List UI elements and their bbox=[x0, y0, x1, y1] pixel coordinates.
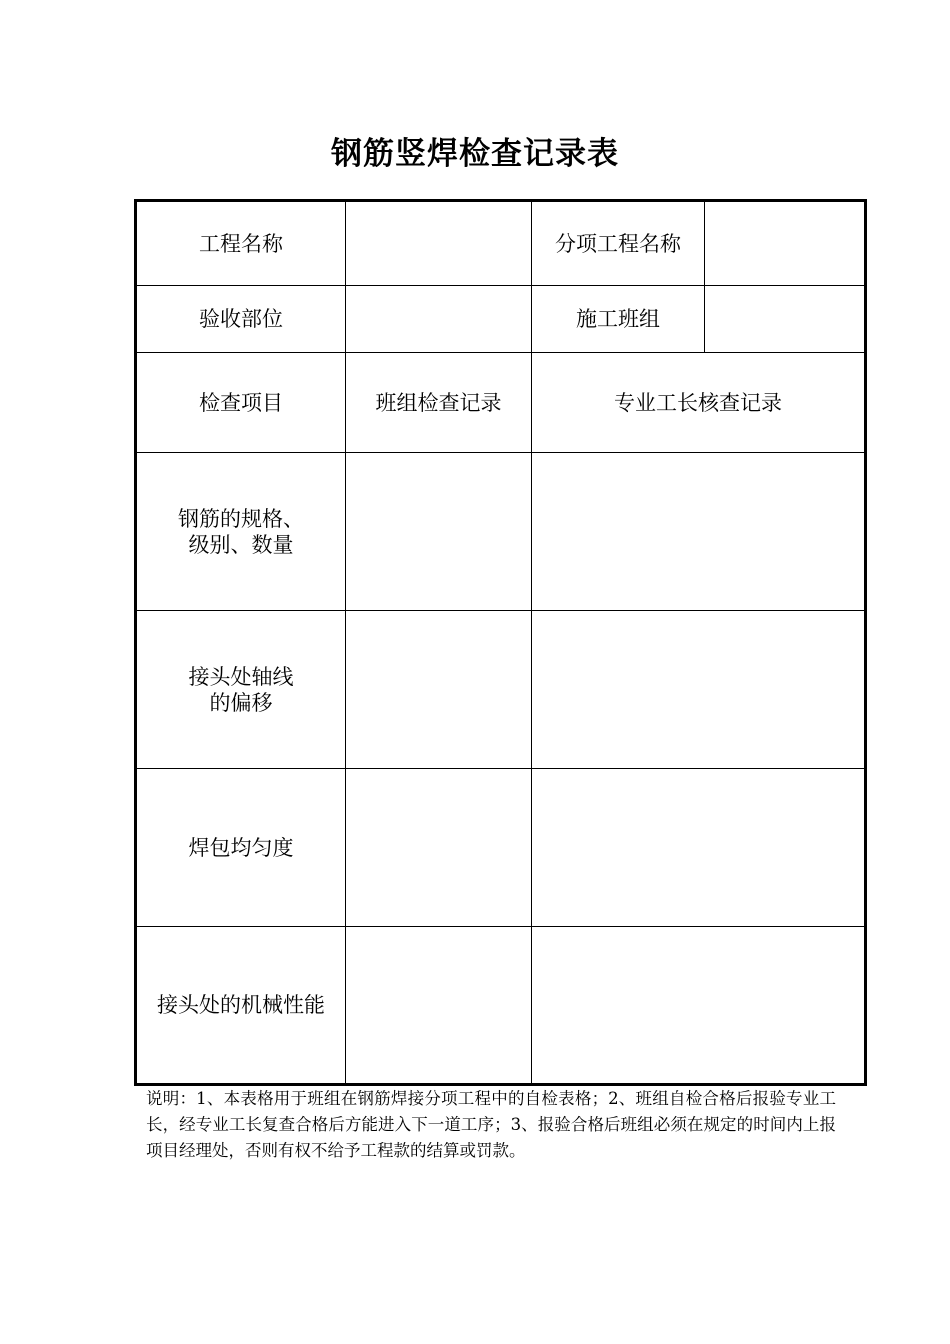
sub-item-label: 分项工程名称 bbox=[532, 201, 705, 286]
table-row bbox=[136, 611, 866, 769]
column-header-row bbox=[136, 353, 866, 453]
table-row bbox=[136, 453, 866, 611]
team-field[interactable] bbox=[705, 286, 866, 353]
column-header-foreman-record: 专业工长核查记录 bbox=[532, 353, 866, 453]
team-record-cell[interactable] bbox=[346, 611, 532, 769]
team-record-cell[interactable] bbox=[346, 769, 532, 927]
sub-item-field[interactable] bbox=[705, 201, 866, 286]
check-item-label: 接头处轴线 的偏移 bbox=[136, 611, 346, 769]
instructions-note: 说明：1、本表格用于班组在钢筋焊接分项工程中的自检表格；2、班组自检合格后报验专业工长，经专业工长复查合格后方能进入下一道工序；3、报验合格后班组必须在规定的时间内上报项目经理处，否则有权不给予工程款的结算或罚款。 bbox=[146, 1089, 836, 1160]
accept-part-field[interactable] bbox=[346, 286, 532, 353]
inspection-form-table bbox=[134, 199, 867, 1086]
check-item-label: 钢筋的规格、 级别、数量 bbox=[136, 453, 346, 611]
team-record-cell[interactable] bbox=[346, 927, 532, 1085]
column-header-team-record: 班组检查记录 bbox=[346, 353, 532, 453]
team-record-cell[interactable] bbox=[346, 453, 532, 611]
foreman-record-cell[interactable] bbox=[532, 927, 866, 1085]
foreman-record-cell[interactable] bbox=[532, 453, 866, 611]
accept-part-label: 验收部位 bbox=[136, 286, 346, 353]
check-item-label: 焊包均匀度 bbox=[136, 769, 346, 927]
foreman-record-cell[interactable] bbox=[532, 611, 866, 769]
project-name-label: 工程名称 bbox=[136, 201, 346, 286]
table-row bbox=[136, 769, 866, 927]
team-label: 施工班组 bbox=[532, 286, 705, 353]
column-header-item: 检查项目 bbox=[136, 353, 346, 453]
header-row-project bbox=[136, 201, 866, 286]
foreman-record-cell[interactable] bbox=[532, 769, 866, 927]
table-row bbox=[136, 927, 866, 1085]
page-title: 钢筋竖焊检查记录表 bbox=[331, 136, 619, 172]
check-item-label: 接头处的机械性能 bbox=[136, 927, 346, 1085]
project-name-field[interactable] bbox=[346, 201, 532, 286]
header-row-part bbox=[136, 286, 866, 353]
